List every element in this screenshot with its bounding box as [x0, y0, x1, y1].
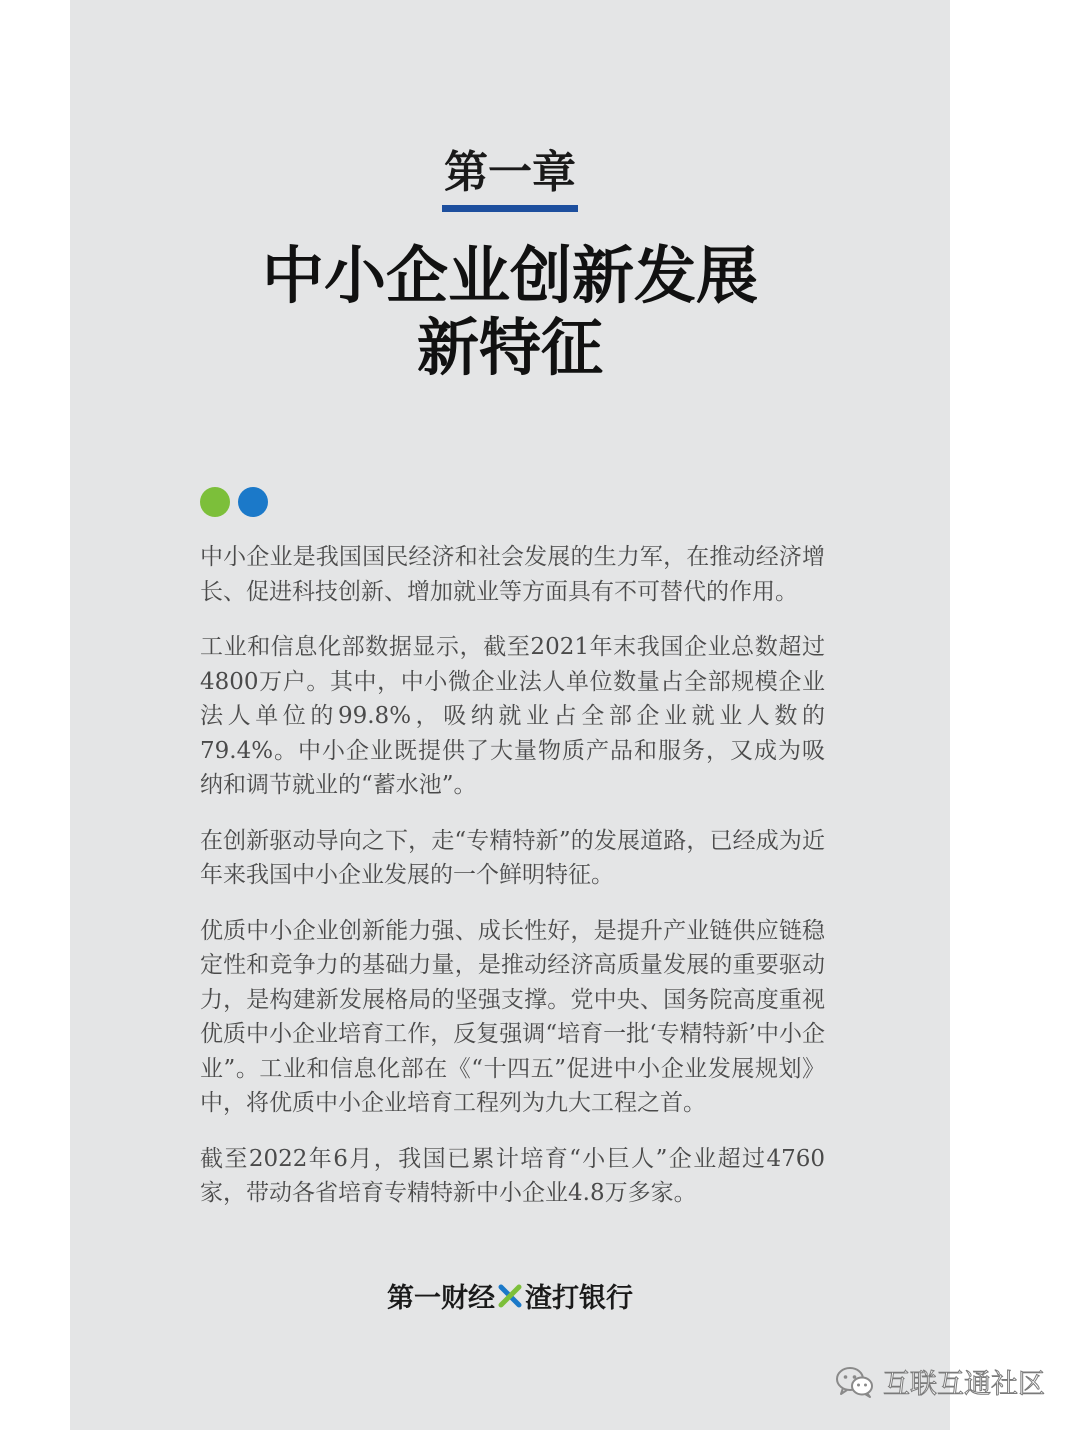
blue-dot-icon — [238, 487, 268, 517]
brand-right: 渣打银行 — [525, 1283, 633, 1314]
document-page — [70, 0, 950, 1430]
chapter-label: 第一章 — [442, 148, 578, 212]
footer-brands — [70, 1276, 950, 1315]
watermark-text: 互联互通社区 — [883, 1369, 1045, 1400]
page-title — [70, 240, 950, 384]
body-text — [200, 540, 825, 1232]
green-dot-icon — [200, 487, 230, 517]
title-line-2: 新特征 — [416, 311, 603, 384]
watermark — [835, 1362, 1045, 1401]
title-line-1: 中小企业创新发展 — [261, 239, 758, 312]
wechat-icon — [835, 1365, 875, 1399]
paragraph: 在创新驱动导向之下，走“专精特新”的发展道路，已经成为近年来我国中小企业发展的一个鲜明特征。 — [200, 827, 825, 888]
cross-x-icon — [498, 1284, 522, 1315]
brand-left: 第一财经 — [387, 1283, 495, 1314]
paragraph: 截至2022年6月，我国已累计培育“小巨人”企业超过4760家，带动各省培育专精特新中小企业4.8万多家。 — [200, 1145, 825, 1206]
chapter-heading — [70, 148, 950, 212]
paragraph: 优质中小企业创新能力强、成长性好，是提升产业链供应链稳定性和竞争力的基础力量，是推动经济高质量发展的重要驱动力，是构建新发展格局的坚强支撑。党中央、国务院高度重视优质中小企业培育工作，反复强调“培育一批‘专精特新’中小企业”。工业和信息化部在《“十四五”促进中小企业发展规划》中，将优质中小企业培育工程列为九大工程之首。 — [200, 917, 825, 1116]
decorative-dots — [200, 487, 268, 517]
paragraph: 中小企业是我国国民经济和社会发展的生力军，在推动经济增长、促进科技创新、增加就业等方面具有不可替代的作用。 — [200, 544, 825, 605]
paragraph: 工业和信息化部数据显示，截至2021年末我国企业总数超过4800万户。其中，中小微企业法人单位数量占全部规模企业法人单位的99.8%，吸纳就业占全部企业就业人数的79.4%。中小企业既提供了大量物质产品和服务，又成为吸纳和调节就业的“蓄水池”。 — [200, 634, 825, 798]
